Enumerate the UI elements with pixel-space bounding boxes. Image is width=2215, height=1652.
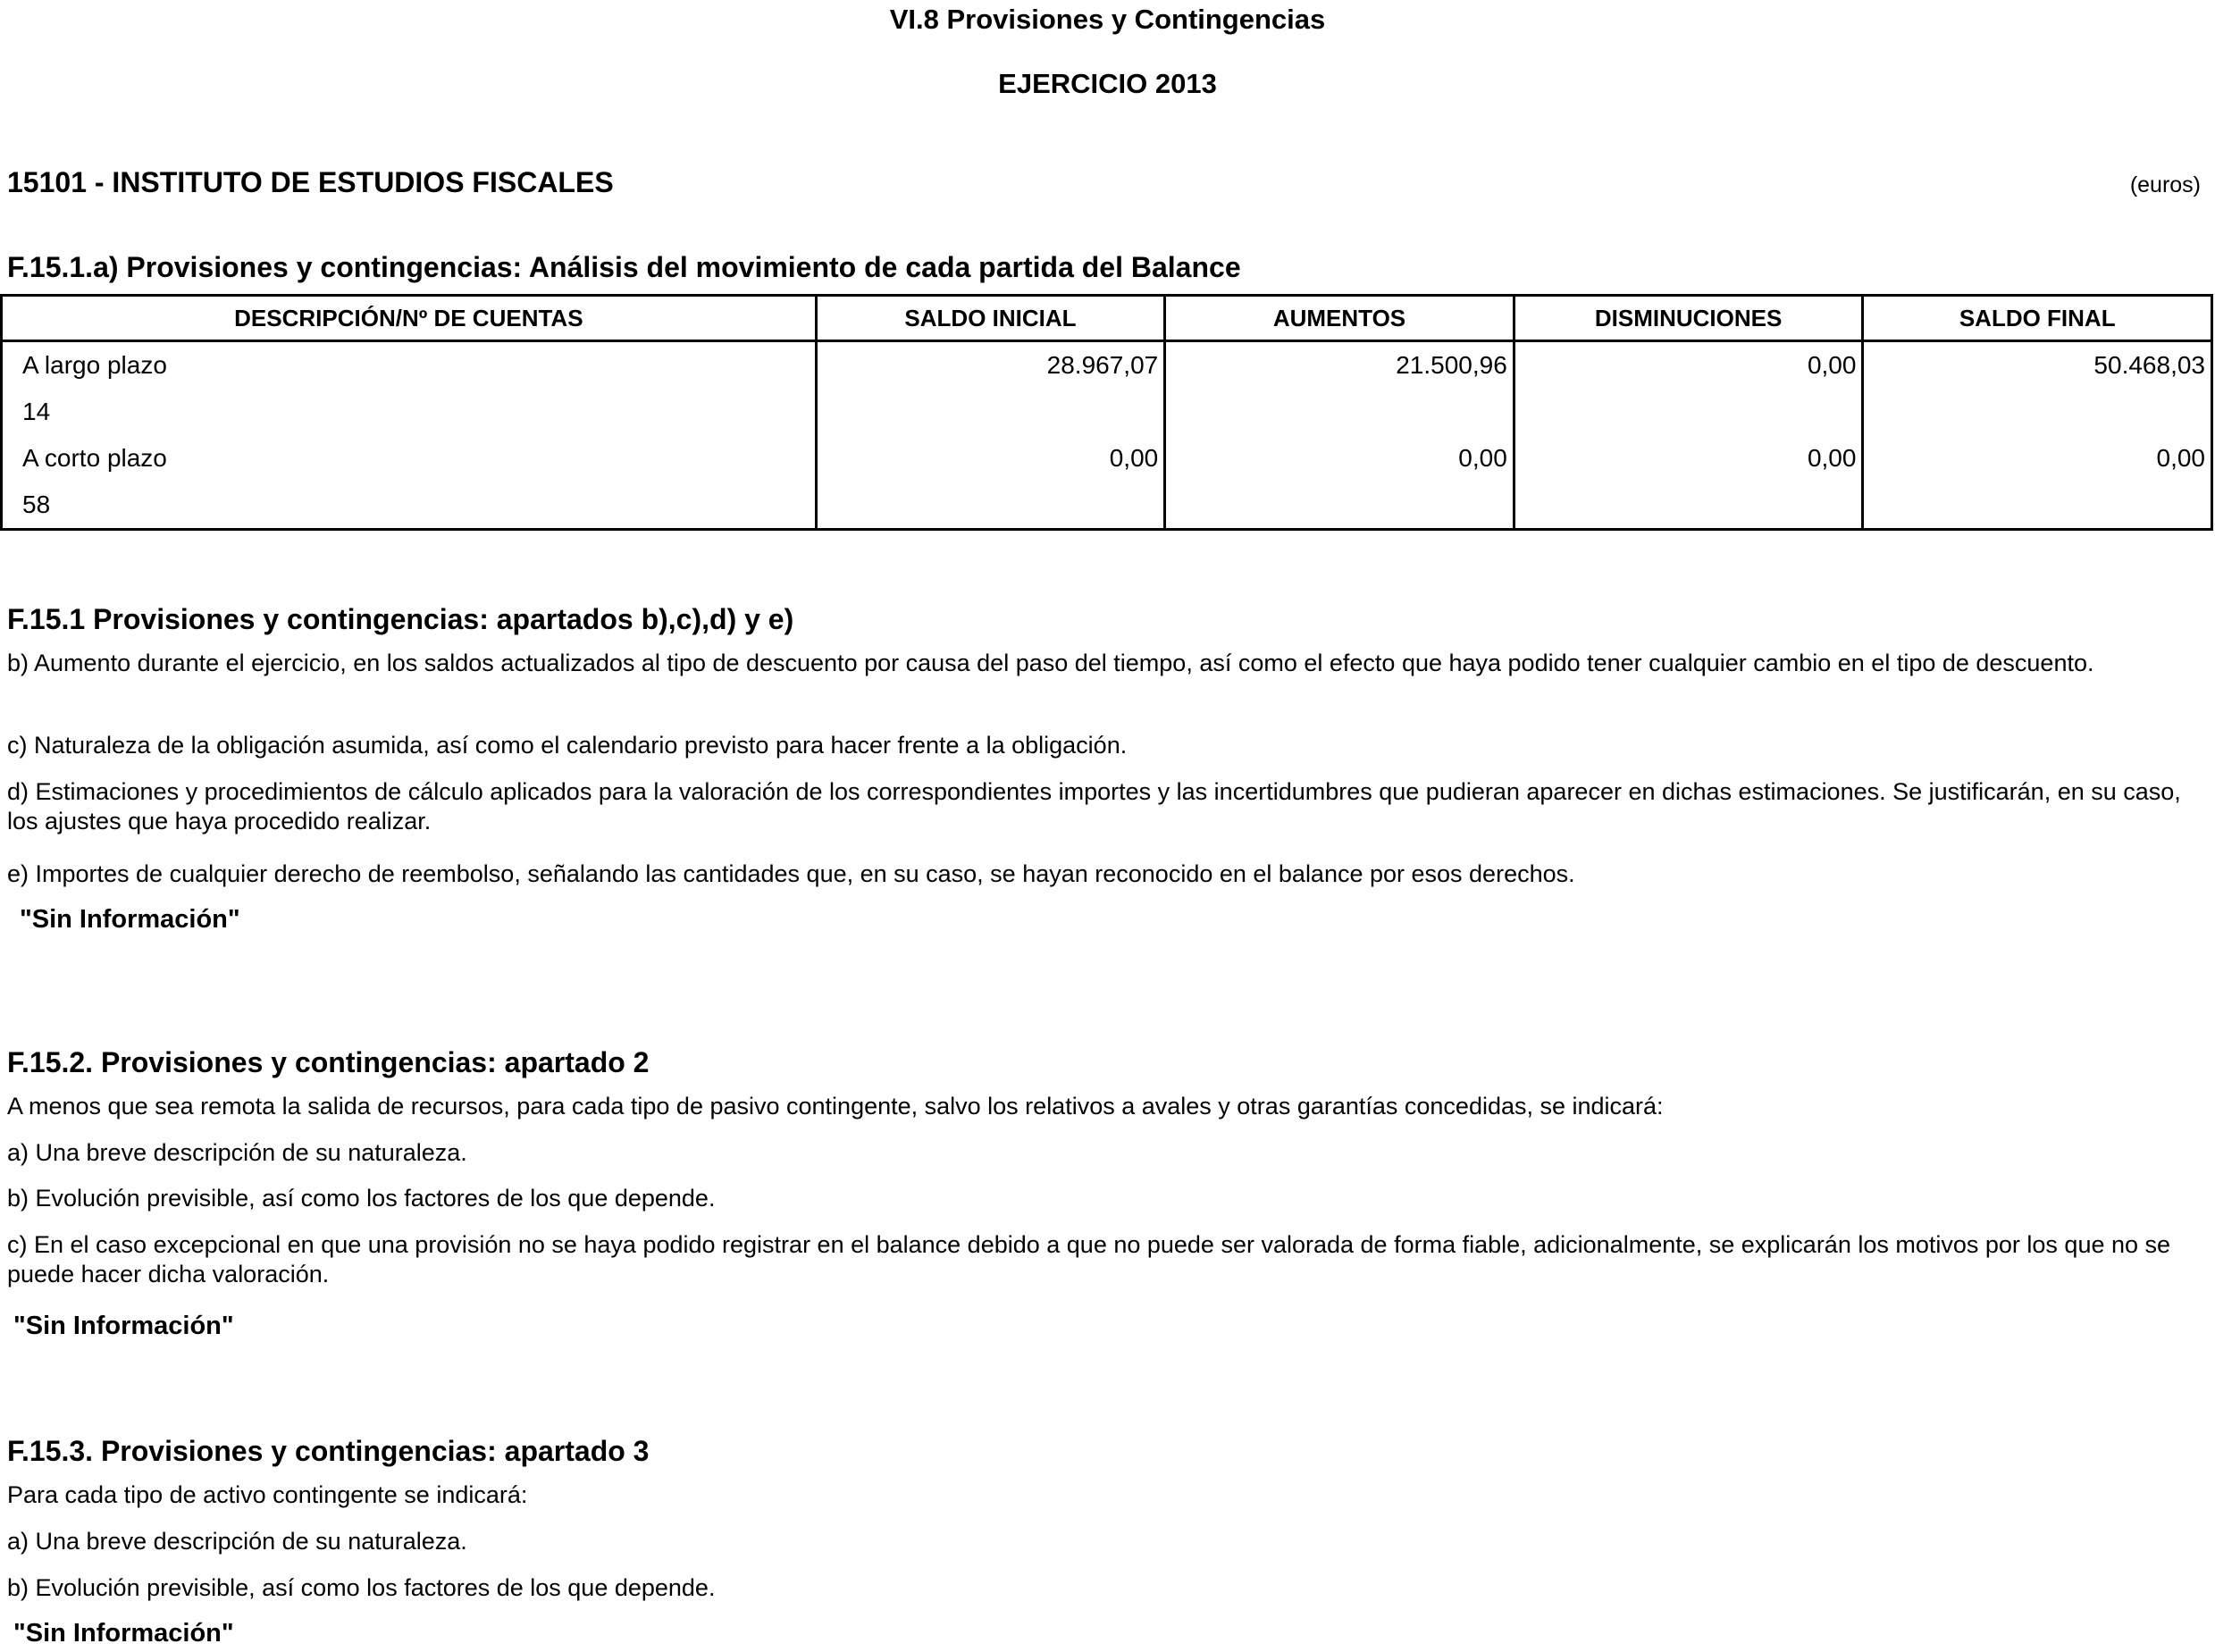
no-information-note: "Sin Información" [20, 905, 240, 934]
page-title: VI.8 Provisiones y Contingencias [889, 4, 1326, 35]
movements-table [0, 294, 2213, 531]
saldo-inicial-cell [816, 389, 1165, 435]
disminuciones-cell: 0,00 [1514, 435, 1863, 482]
fiscal-year: EJERCICIO 2013 [998, 68, 1217, 99]
column-header: DISMINUCIONES [1514, 296, 1863, 341]
section-2-paragraph: A menos que sea remota la salida de recursos, para cada tipo de pasivo contingente, salvo los relativos a avales y otras garantías concedidas, se indicará: [7, 1093, 1664, 1120]
saldo-final-cell [1863, 482, 2212, 530]
currency-units: (euros) [2129, 172, 2201, 197]
disminuciones-cell [1514, 482, 1863, 530]
section-b-paragraph: d) Estimaciones y procedimientos de cálculo aplicados para la valoración de los correspondientes importes y las incertidumbres que pudieran aparecer en dichas estimaciones. Se justificarán, en su caso, los ajustes que haya procedido realizar. [7, 778, 2181, 834]
table-row [2, 341, 2212, 390]
section-3-title: F.15.3. Provisiones y contingencias: apartado 3 [7, 1435, 650, 1467]
saldo-final-cell: 0,00 [1863, 435, 2212, 482]
saldo-final-cell: 50.468,03 [1863, 341, 2212, 390]
row-description: A largo plazo [2, 341, 817, 390]
no-information-note: "Sin Información" [13, 1619, 234, 1648]
disminuciones-cell [1514, 389, 1863, 435]
no-information-note: "Sin Información" [13, 1312, 234, 1340]
aumentos-cell [1165, 482, 1514, 530]
column-header: AUMENTOS [1165, 296, 1514, 341]
saldo-inicial-cell: 28.967,07 [816, 341, 1165, 390]
row-description: 14 [2, 389, 817, 435]
section-b-paragraph: e) Importes de cualquier derecho de reembolso, señalando las cantidades que, en su caso, se hayan reconocido en el balance por esos derechos. [7, 860, 1575, 887]
aumentos-cell [1165, 389, 1514, 435]
table-row [2, 389, 2212, 435]
table-row [2, 482, 2212, 530]
saldo-inicial-cell: 0,00 [816, 435, 1165, 482]
section-b-title: F.15.1 Provisiones y contingencias: apartados b),c),d) y e) [7, 603, 794, 635]
section-2-paragraph: a) Una breve descripción de su naturaleza. [7, 1139, 467, 1166]
section-2-paragraph: c) En el caso excepcional en que una provisión no se haya podido registrar en el balance debido a que no puede ser valorada de forma fiable, adicionalmente, se explicarán los motivos por los que no se puede hacer dicha valoración. [7, 1231, 2171, 1287]
section-2-title: F.15.2. Provisiones y contingencias: apartado 2 [7, 1046, 650, 1078]
column-header: DESCRIPCIÓN/Nº DE CUENTAS [2, 296, 817, 341]
saldo-inicial-cell [816, 482, 1165, 530]
saldo-final-cell [1863, 389, 2212, 435]
disminuciones-cell: 0,00 [1514, 341, 1863, 390]
table-header-row [2, 296, 2212, 341]
row-description: A corto plazo [2, 435, 817, 482]
entity-name: 15101 - INSTITUTO DE ESTUDIOS FISCALES [7, 166, 614, 198]
section-3-paragraph: Para cada tipo de activo contingente se indicará: [7, 1481, 528, 1508]
section-b-paragraph: b) Aumento durante el ejercicio, en los saldos actualizados al tipo de descuento por causa del paso del tiempo, así como el efecto que haya podido tener cualquier cambio en el tipo de descuento. [7, 650, 2094, 676]
aumentos-cell: 21.500,96 [1165, 341, 1514, 390]
column-header: SALDO FINAL [1863, 296, 2212, 341]
section-3-paragraph: b) Evolución previsible, así como los factores de los que depende. [7, 1574, 716, 1601]
aumentos-cell: 0,00 [1165, 435, 1514, 482]
section-3-paragraph: a) Una breve descripción de su naturaleza. [7, 1528, 467, 1555]
section-a-title: F.15.1.a) Provisiones y contingencias: Análisis del movimiento de cada partida del Balance [7, 251, 1241, 283]
section-2-paragraph: b) Evolución previsible, así como los factores de los que depende. [7, 1185, 716, 1212]
column-header: SALDO INICIAL [816, 296, 1165, 341]
table-row [2, 435, 2212, 482]
row-description: 58 [2, 482, 817, 530]
section-b-paragraph: c) Naturaleza de la obligación asumida, así como el calendario previsto para hacer frente a la obligación. [7, 732, 1128, 759]
